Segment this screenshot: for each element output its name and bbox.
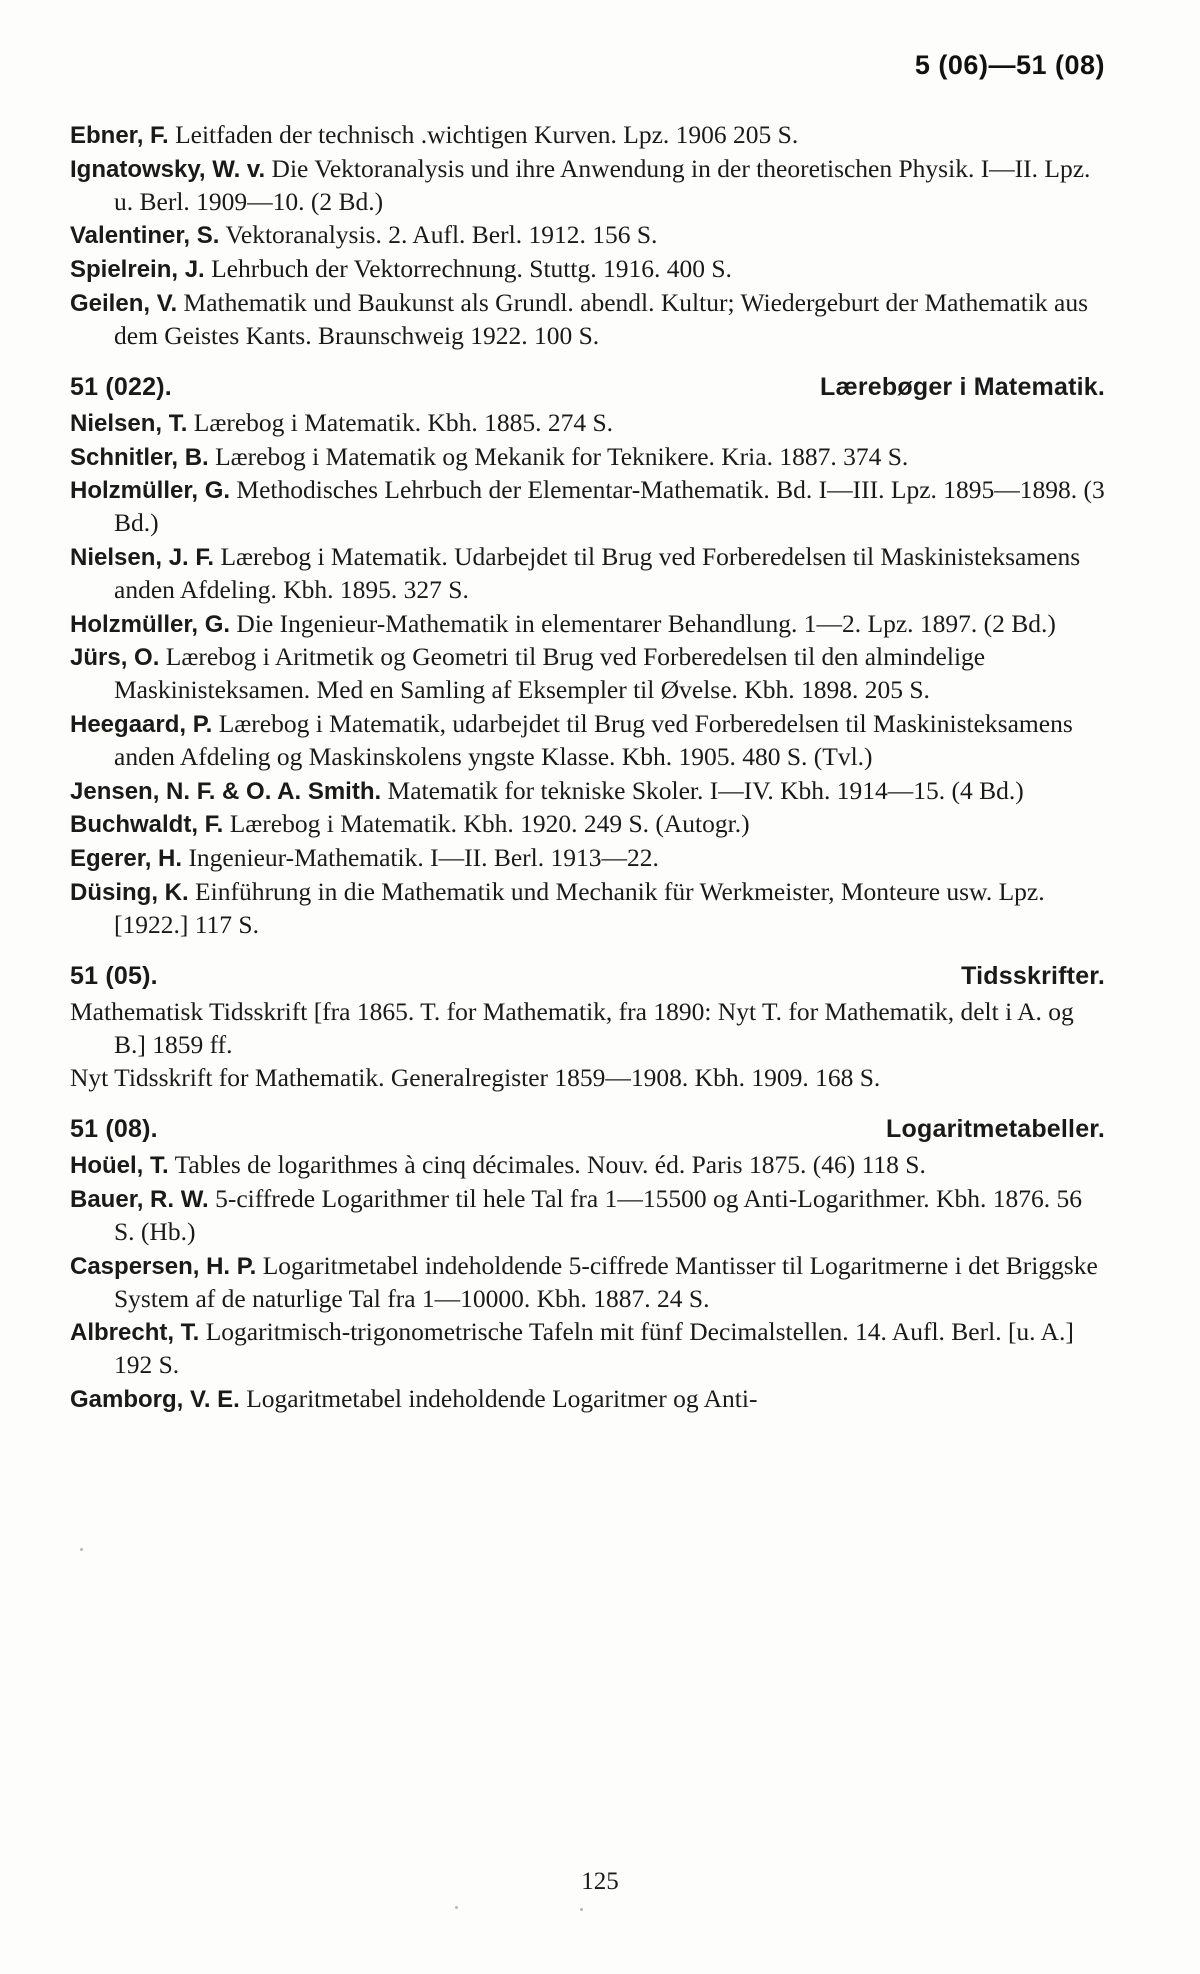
entry-author: Jürs, O. [70,644,160,672]
entry-text: Logaritmetabel indeholdende Logaritmer og Anti- [239,1383,758,1413]
entry-text: Lærebog i Matematik og Mekanik for Teknikere. Kria. 1887. 374 S. [208,441,909,471]
bibliography-entry [70,253,1105,286]
entry-author: Ignatowsky, W. v. [70,155,266,183]
entry-text: Einführung in die Mathematik und Mechanik für Werkmeister, Monteure usw. Lpz. [1922.] 117 S. [114,877,1045,939]
entry-author: Spielrein, J. [70,256,205,284]
section-heading [70,371,1105,403]
bibliography-entry [70,541,1105,607]
bibliography-entry [70,996,1105,1062]
paper-speck [580,1908,583,1911]
bibliography-entry [70,876,1105,942]
bibliography-entry [70,1183,1105,1249]
entry-text: Ingenieur-Mathematik. I—II. Berl. 1913—22. [182,843,659,873]
entry-text: Vektoranalysis. 2. Aufl. Berl. 1912. 156 S. [219,220,658,250]
bibliography-entry [70,441,1105,474]
entry-text: Mathematik und Baukunst als Grundl. abendl. Kultur; Wiedergeburt der Mathematik aus dem Geistes Kants. Braunschweig 1922. 100 S. [114,288,1089,350]
entry-author: Holzmüller, G. [70,477,231,505]
entry-text: Matematik for tekniske Skoler. I—IV. Kbh. 1914—15. (4 Bd.) [381,775,1024,805]
entry-author: Schnitler, B. [70,443,209,471]
bibliography-entry [70,153,1105,219]
entry-author: Nielsen, T. [70,409,188,437]
bibliography-entry [70,842,1105,875]
entry-author: Egerer, H. [70,845,183,873]
section-heading [70,1113,1105,1145]
entry-text: Lærebog i Matematik, udarbejdet til Brug ved Forberedelsen til Maskinisteksamens anden Afdeling og Maskinskolens yngste Klasse. Kbh. 1905. 480 S. (Tvl.) [114,709,1073,771]
bibliography-entries [70,119,1105,1416]
entry-text: Leitfaden der technisch .wichtigen Kurven. Lpz. 1906 205 S. [168,120,799,149]
entry-author: Jensen, N. F. & O. A. Smith. [70,777,382,805]
bibliography-entry [70,119,1105,152]
entry-author: Ebner, F. [70,122,169,149]
entry-text: Methodisches Lehrbuch der Elementar-Mathematik. Bd. I—III. Lpz. 1895—1898. (3 Bd.) [114,475,1105,538]
bibliography-entry [70,287,1105,353]
entry-text: Tables de logarithmes à cinq décimales. Nouv. éd. Paris 1875. (46) 118 S. [168,1150,926,1180]
entry-text: Mathematisk Tidsskrift [fra 1865. T. for Mathematik, fra 1890: Nyt T. for Mathematik, delt i A. og B.] 1859 ff. [70,996,1074,1059]
bibliography-entry [70,1383,1105,1416]
entry-text: Logaritmetabel indeholdende 5-ciffrede Mantisser til Logaritmerne i det Briggske System af de naturlige Tal fra 1—10000. Kbh. 1887. 24 S. [114,1250,1098,1313]
entry-author: Geilen, V. [70,290,178,318]
entry-text: 5-ciffrede Logarithmer til hele Tal fra 1—15500 og Anti-Logarithmer. Kbh. 1876. 56 S. (Hb.) [114,1184,1082,1246]
entry-author: Bauer, R. W. [70,1186,209,1214]
entry-text: Logaritmisch-trigonometrische Tafeln mit fünf Decimalstellen. 14. Aufl. Berl. [u. A.] 192 S. [114,1317,1074,1380]
section-number: 51 (05). [70,961,158,990]
bibliography-entry [70,708,1105,774]
entry-author: Holzmüller, G. [70,610,231,638]
entry-author: Hoüel, T. [70,1152,169,1180]
entry-author: Gamborg, V. E. [70,1385,240,1413]
bibliography-entry [70,1062,1105,1095]
paper-speck [80,1548,83,1551]
bibliography-entry [70,407,1105,440]
entry-text: Lærebog i Aritmetik og Geometri til Brug ved Forberedelsen til den almindelige Maskinisteksamen. Med en Samling af Eksempler til Øvelse. Kbh. 1898. 205 S. [114,642,986,705]
entry-author: Valentiner, S. [70,222,220,250]
bibliography-entry [70,474,1105,540]
entry-text: Die Ingenieur-Mathematik in elementarer Behandlung. 1—2. Lpz. 1897. (2 Bd.) [230,608,1056,638]
entry-author: Caspersen, H. P. [70,1252,257,1280]
section-heading [70,960,1105,992]
section-title: Lærebøger i Matematik. [819,372,1105,401]
entry-author: Albrecht, T. [70,1319,200,1347]
entry-author: Düsing, K. [70,879,189,907]
entry-text: Lærebog i Matematik. Kbh. 1885. 274 S. [187,407,614,437]
section-number: 51 (08). [70,1115,158,1144]
paper-speck [455,1906,458,1909]
running-head: 5 (06)—51 (08) [914,50,1105,80]
entry-text: Lærebog i Matematik. Kbh. 1920. 249 S. (Autogr.) [223,809,750,839]
bibliography-entry [70,808,1105,841]
entry-text: Lærebog i Matematik. Udarbejdet til Brug ved Forberedelsen til Maskinisteksamens anden Afdeling. Kbh. 1895. 327 S. [114,542,1081,604]
page-number: 125 [581,1868,619,1895]
entry-author: Heegaard, P. [70,711,213,739]
entry-text: Lehrbuch der Vektorrechnung. Stuttg. 1916. 400 S. [204,254,732,284]
bibliography-entry [70,775,1105,808]
bibliography-entry [70,1316,1105,1382]
entry-text: Nyt Tidsskrift for Mathematik. Generalregister 1859—1908. Kbh. 1909. 168 S. [70,1063,881,1093]
entry-text: Die Vektoranalysis und ihre Anwendung in der theoretischen Physik. I—II. Lpz. u. Berl. 1909—10. (2 Bd.) [114,153,1091,216]
entry-author: Nielsen, J. F. [70,544,215,572]
section-title: Logaritmetabeller. [886,1115,1105,1144]
bibliography-entry [70,1250,1105,1316]
bibliography-entry [70,641,1105,707]
bibliography-entry [70,608,1105,641]
bibliography-entry [70,1149,1105,1182]
section-number: 51 (022). [70,372,172,401]
section-title: Tidsskrifter. [961,961,1105,990]
entry-author: Buchwaldt, F. [70,811,224,839]
bibliography-entry [70,219,1105,252]
